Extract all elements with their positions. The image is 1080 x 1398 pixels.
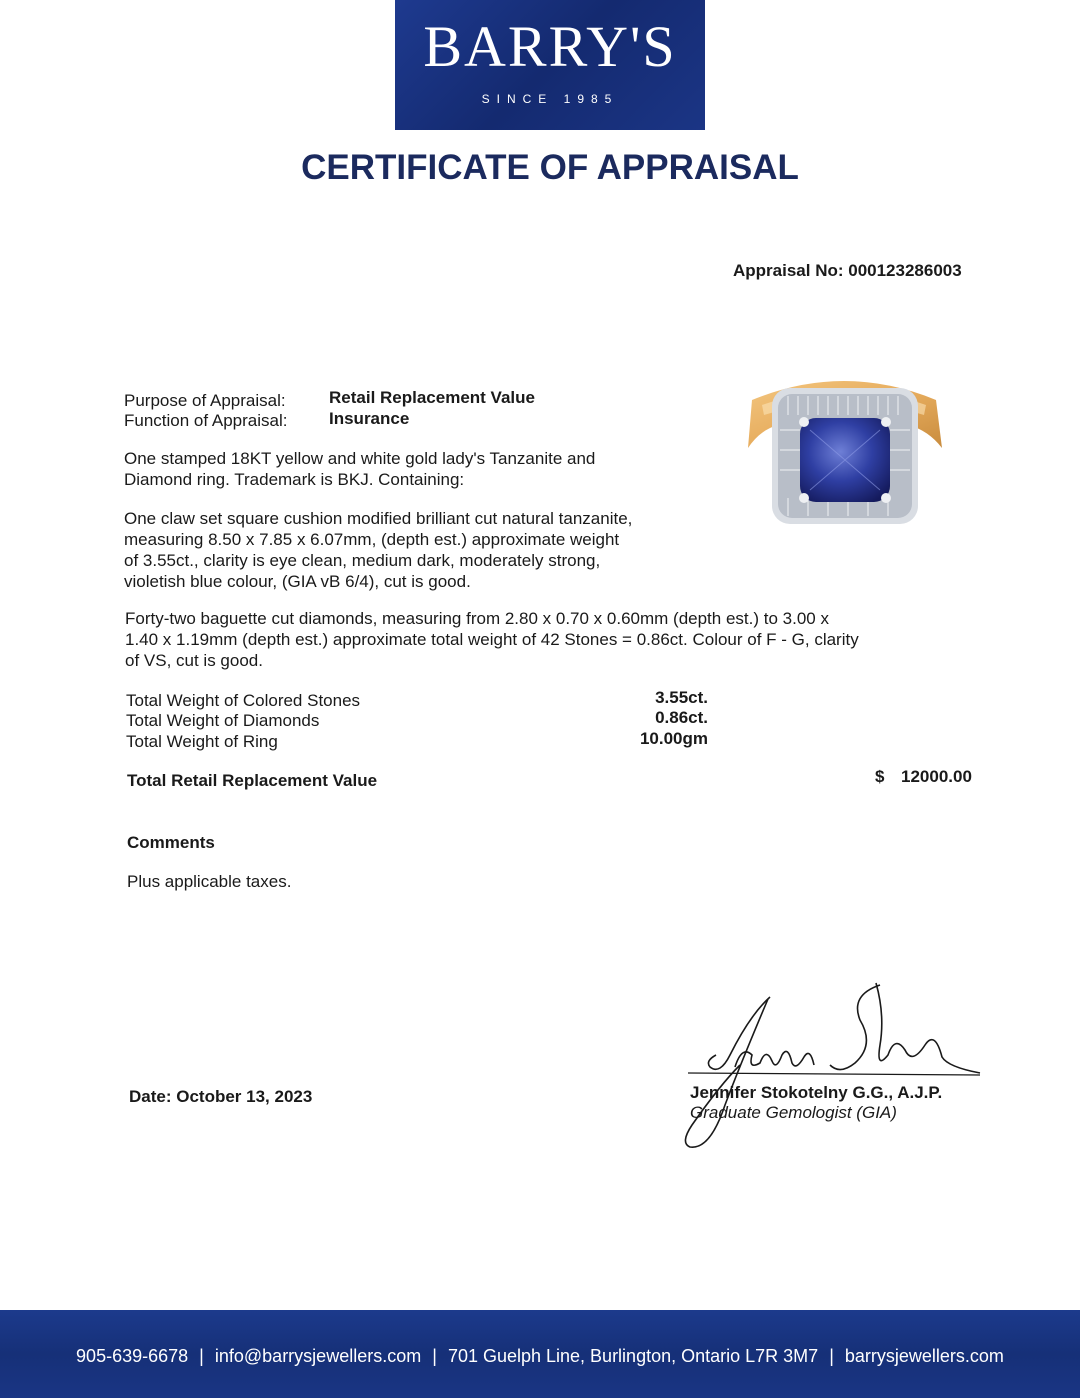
footer-website[interactable]: barrysjewellers.com [844, 1346, 1004, 1366]
footer-contact [0, 1346, 1080, 1367]
tanzanite-line: of 3.55ct., clarity is eye clean, medium dark, moderately strong, [124, 551, 601, 570]
appraisal-date: Date: October 13, 2023 [129, 1087, 313, 1106]
footer-email[interactable]: info@barrysjewellers.com [214, 1346, 422, 1366]
footer-bar [0, 1310, 1080, 1398]
tanzanite-line: violetish blue colour, (GIA vB 6/4), cut is good. [124, 572, 471, 591]
certificate-title: CERTIFICATE OF APPRAISAL [301, 148, 799, 187]
purpose-label: Purpose of Appraisal: [124, 391, 286, 410]
function-value: Insurance [329, 409, 410, 428]
function-label: Function of Appraisal: [124, 411, 288, 430]
signer-name: Jennifer Stokotelny G.G., A.J.P. [690, 1083, 943, 1102]
total-ring-label: Total Weight of Ring [126, 732, 278, 751]
ring-description [124, 448, 595, 490]
total-colored-label: Total Weight of Colored Stones [126, 691, 361, 710]
total-diamonds-value: 0.86ct. [655, 708, 708, 727]
footer-separator: | [199, 1346, 204, 1366]
comments-heading: Comments [127, 833, 215, 852]
logo-since: SINCE 1985 [481, 92, 619, 106]
purpose-value: Retail Replacement Value [329, 388, 535, 407]
currency-symbol: $ [875, 767, 885, 786]
footer-separator: | [829, 1346, 834, 1366]
total-colored-value: 3.55ct. [655, 688, 708, 707]
signer-title: Graduate Gemologist (GIA) [690, 1103, 897, 1122]
signature [680, 975, 990, 1155]
description-line: Diamond ring. Trademark is BKJ. Containing: [124, 470, 465, 489]
diamonds-line: of VS, cut is good. [125, 651, 263, 670]
total-ring-value: 10.00gm [639, 729, 708, 748]
tanzanite-line: One claw set square cushion modified brilliant cut natural tanzanite, [124, 509, 633, 528]
tanzanite-line: measuring 8.50 x 7.85 x 6.07mm, (depth est.) approximate weight [124, 530, 620, 549]
diamonds-line: Forty-two baguette cut diamonds, measuring from 2.80 x 0.70 x 0.60mm (depth est.) to 3.00 x [125, 609, 829, 628]
footer-phone: 905-639-6678 [76, 1346, 189, 1366]
comments-text: Plus applicable taxes. [127, 872, 292, 891]
diamonds-description [125, 608, 859, 671]
total-value-amount: 12000.00 [901, 767, 972, 786]
ring-photo [738, 370, 950, 532]
logo-name: BARRY'S [423, 14, 677, 79]
footer-address: 701 Guelph Line, Burlington, Ontario L7R 3M7 [447, 1346, 819, 1366]
appraisal-number: Appraisal No: 000123286003 [733, 261, 962, 280]
diamonds-line: 1.40 x 1.19mm (depth est.) approximate total weight of 42 Stones = 0.86ct. Colour of F - G, clarity [125, 630, 859, 649]
brand-logo [395, 0, 705, 130]
total-value-label: Total Retail Replacement Value [127, 771, 378, 790]
description-line: One stamped 18KT yellow and white gold lady's Tanzanite and [124, 449, 596, 468]
total-diamonds-label: Total Weight of Diamonds [126, 711, 320, 730]
tanzanite-description [124, 508, 632, 592]
footer-separator: | [432, 1346, 437, 1366]
